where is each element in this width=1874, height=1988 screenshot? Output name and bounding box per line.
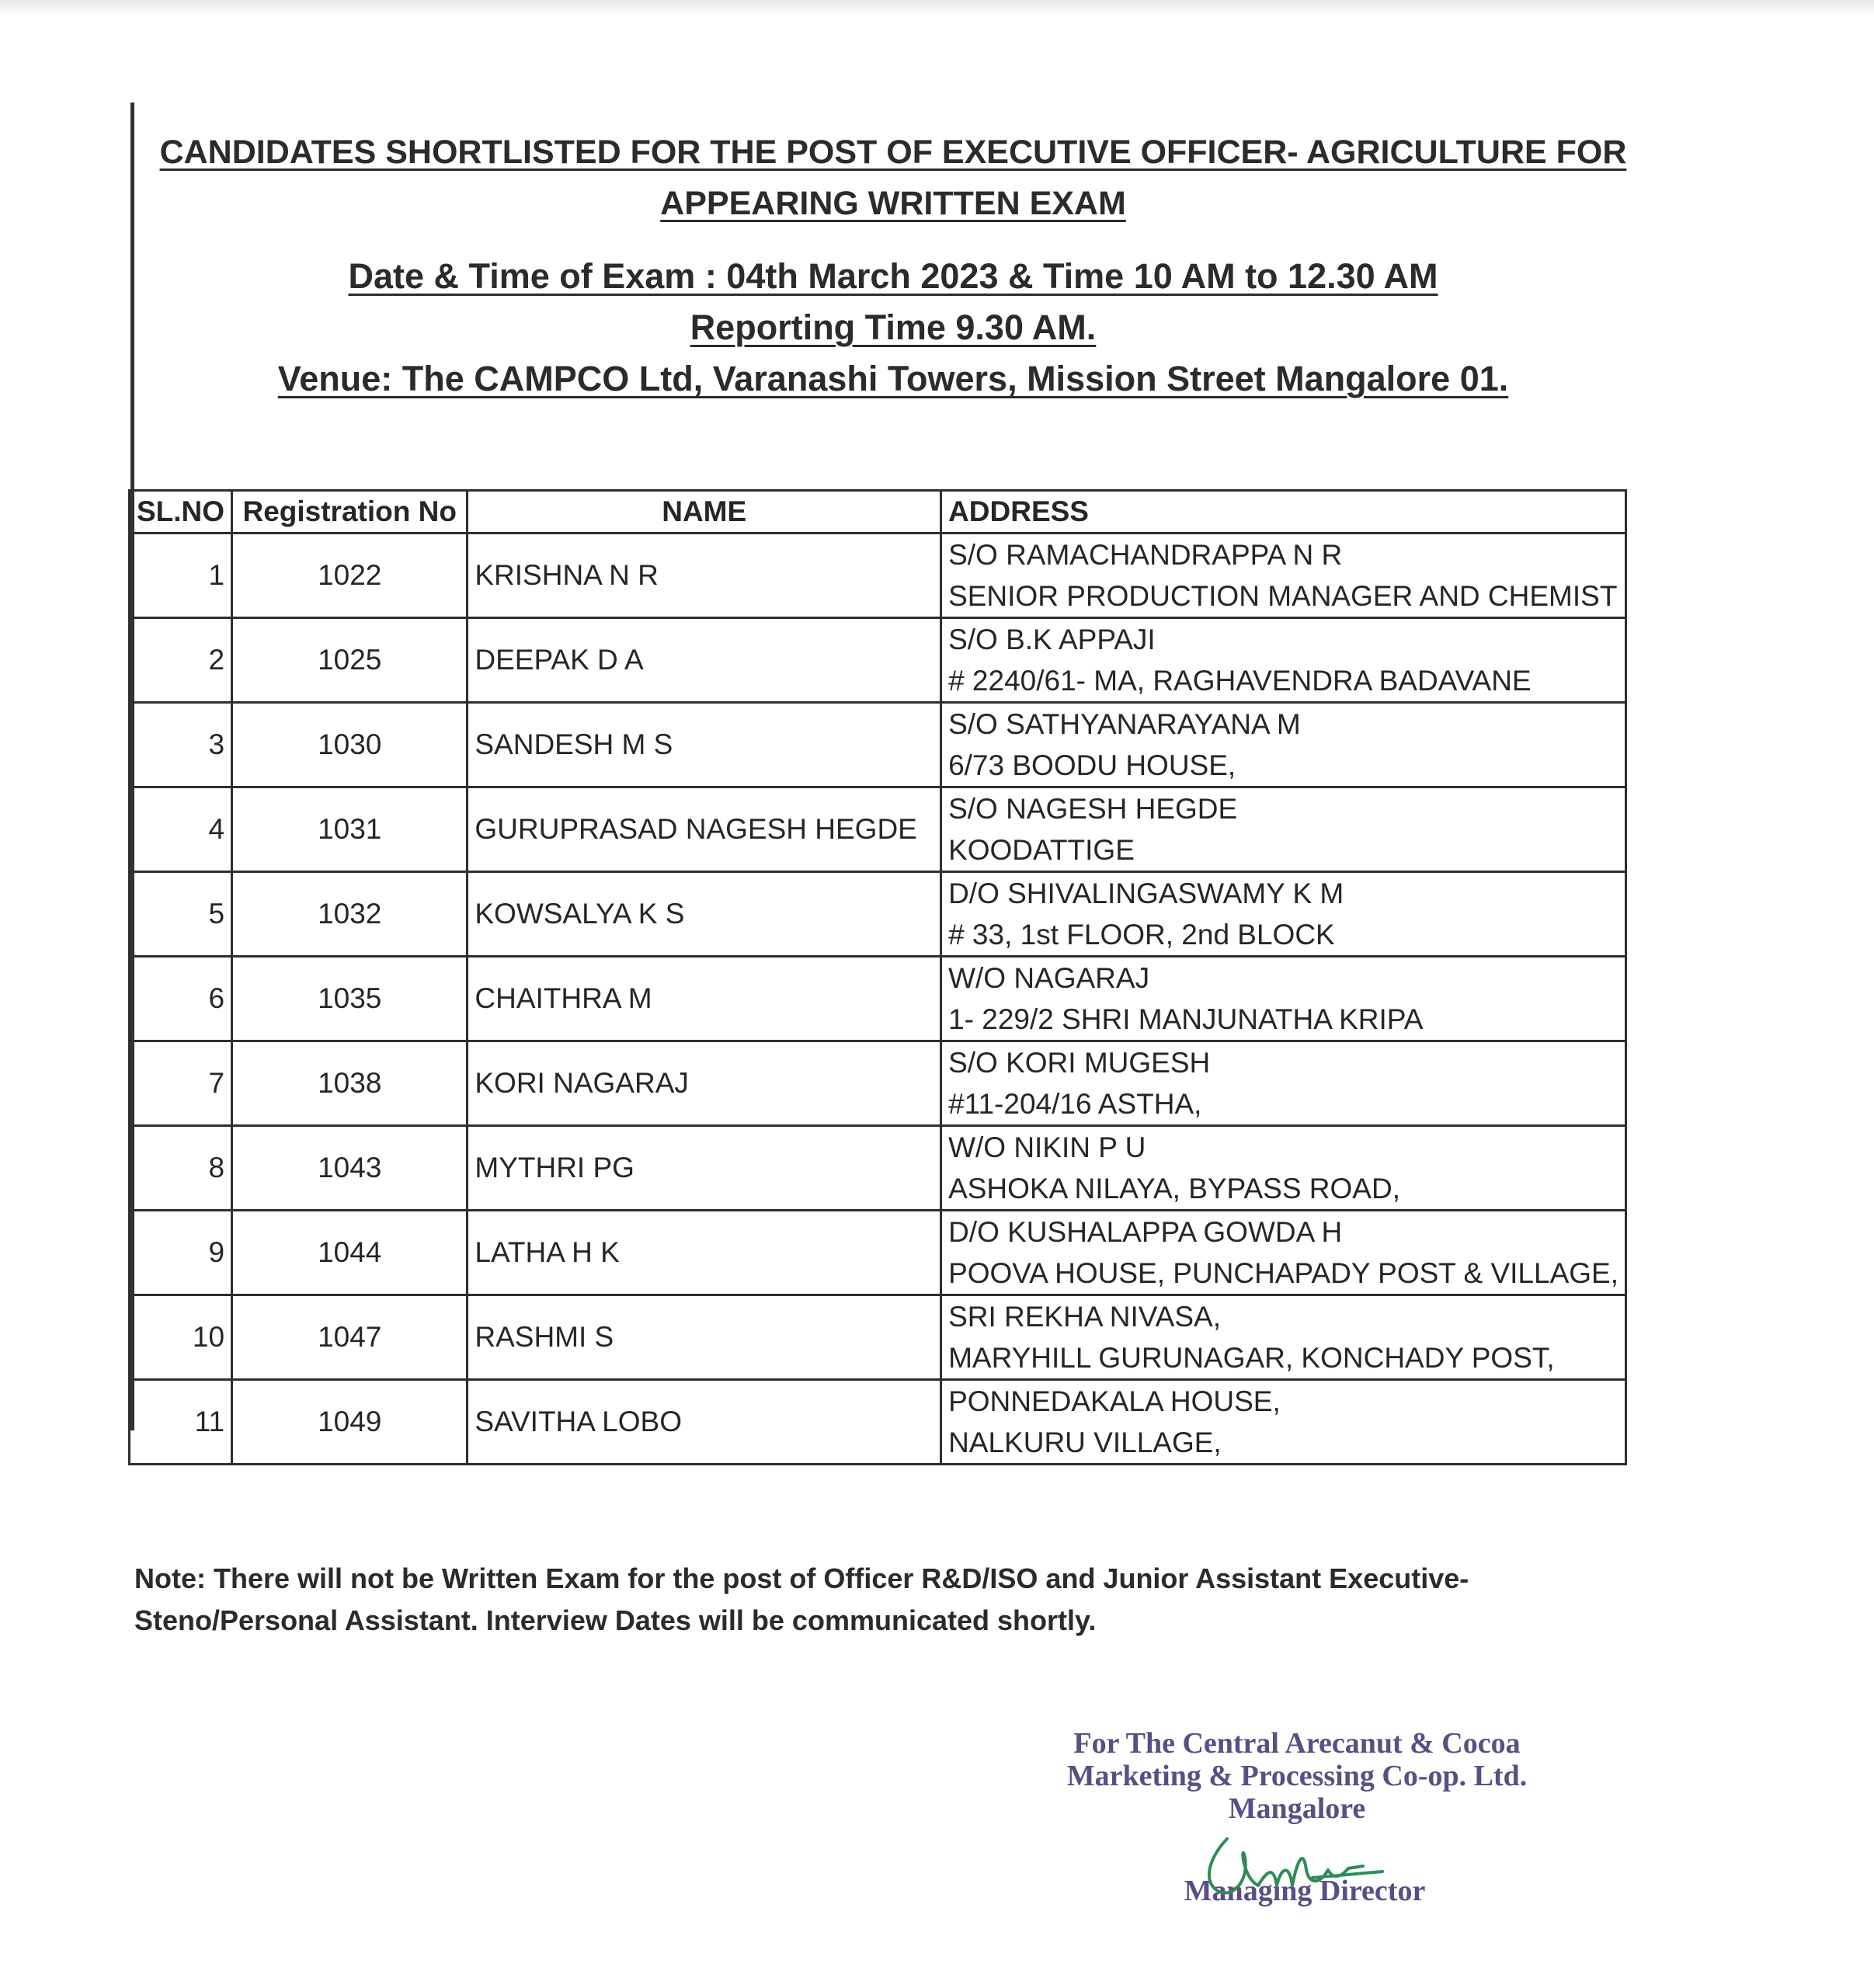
address-line-2: 1- 229/2 SHRI MANJUNATHA KRIPA (948, 1003, 1424, 1035)
cell-address (941, 533, 1626, 618)
seal-line-1: For The Central Arecanut & Cocoa (1073, 1727, 1521, 1760)
address-line-1: S/O NAGESH HEGDE (948, 793, 1238, 825)
seal-line-2: Marketing & Processing Co-op. Ltd. (1066, 1760, 1528, 1792)
cell-registration-no: 1047 (232, 1295, 468, 1380)
cell-registration-no: 1043 (232, 1126, 468, 1211)
cell-registration-no: 1035 (232, 957, 468, 1041)
cell-slno: 11 (130, 1380, 232, 1465)
address-line-1: S/O KORI MUGESH (948, 1047, 1211, 1079)
table-row (130, 703, 1626, 787)
cell-address (941, 1211, 1626, 1295)
cell-name: RASHMI S (468, 1295, 941, 1380)
cell-registration-no: 1044 (232, 1211, 468, 1295)
table-row (130, 1295, 1626, 1380)
col-header-registration: Registration No (232, 491, 468, 533)
cell-slno: 1 (130, 533, 232, 618)
cell-slno: 4 (130, 787, 232, 872)
cell-name: SAVITHA LOBO (468, 1380, 941, 1465)
cell-address (941, 787, 1626, 872)
table-row (130, 1211, 1626, 1295)
cell-name: LATHA H K (468, 1211, 941, 1295)
cell-name: SANDESH M S (468, 703, 941, 787)
address-line-1: S/O SATHYANARAYANA M (948, 708, 1301, 740)
note-line-1: Note: There will not be Written Exam for the post of Officer R&D/ISO and Junior Assistant Executive- (134, 1562, 1469, 1594)
table-header-row (130, 491, 1626, 533)
address-line-1: SRI REKHA NIVASA, (948, 1301, 1221, 1333)
table-row (130, 787, 1626, 872)
cell-registration-no: 1038 (232, 1041, 468, 1126)
address-line-1: W/O NIKIN P U (948, 1131, 1146, 1163)
cell-slno: 5 (130, 872, 232, 957)
address-line-2: ASHOKA NILAYA, BYPASS ROAD, (948, 1173, 1400, 1204)
cell-slno: 10 (130, 1295, 232, 1380)
table-row (130, 872, 1626, 957)
cell-address (941, 703, 1626, 787)
exam-details (140, 251, 1646, 405)
address-line-2: MARYHILL GURUNAGAR, KONCHADY POST, (948, 1342, 1555, 1374)
address-line-2: KOODATTIGE (948, 834, 1135, 866)
address-line-2: #11-204/16 ASTHA, (948, 1088, 1202, 1120)
cell-slno: 3 (130, 703, 232, 787)
document-title (140, 127, 1646, 229)
cell-address (941, 1380, 1626, 1465)
cell-slno: 2 (130, 618, 232, 703)
address-line-2: # 33, 1st FLOOR, 2nd BLOCK (948, 919, 1335, 951)
cell-name: KOWSALYA K S (468, 872, 941, 957)
cell-registration-no: 1022 (232, 533, 468, 618)
address-line-1: S/O RAMACHANDRAPPA N R (948, 539, 1343, 571)
cell-slno: 9 (130, 1211, 232, 1295)
table-row (130, 957, 1626, 1041)
cell-name: KORI NAGARAJ (468, 1041, 941, 1126)
address-line-1: S/O B.K APPAJI (948, 624, 1156, 655)
title-line-2: APPEARING WRITTEN EXAM (660, 185, 1126, 222)
cell-name: KRISHNA N R (468, 533, 941, 618)
cell-address (941, 957, 1626, 1041)
address-line-2: POOVA HOUSE, PUNCHAPADY POST & VILLAGE, (948, 1257, 1618, 1289)
cell-slno: 8 (130, 1126, 232, 1211)
table-row (130, 1380, 1626, 1465)
col-header-name: NAME (468, 491, 941, 533)
cell-name: CHAITHRA M (468, 957, 941, 1041)
cell-registration-no: 1030 (232, 703, 468, 787)
cell-name: MYTHRI PG (468, 1126, 941, 1211)
cell-name: GURUPRASAD NAGESH HEGDE (468, 787, 941, 872)
col-header-slno: SL.NO (130, 491, 232, 533)
exam-venue: Venue: The CAMPCO Ltd, Varanashi Towers, Mission Street Mangalore 01. (277, 359, 1509, 398)
reporting-time: Reporting Time 9.30 AM. (690, 308, 1097, 347)
address-line-2: NALKURU VILLAGE, (948, 1427, 1222, 1458)
cell-address (941, 872, 1626, 957)
cell-address (941, 1126, 1626, 1211)
cell-registration-no: 1032 (232, 872, 468, 957)
cell-address (941, 618, 1626, 703)
table-row (130, 1126, 1626, 1211)
seal-role: Managing Director (1184, 1875, 1426, 1907)
scan-top-shadow (0, 0, 1874, 17)
address-line-1: PONNEDAKALA HOUSE, (948, 1385, 1281, 1417)
handwritten-signature (1196, 1823, 1398, 1901)
seal-line-3: Mangalore (1228, 1792, 1366, 1825)
cell-registration-no: 1025 (232, 618, 468, 703)
address-line-1: W/O NAGARAJ (948, 962, 1150, 994)
table-row (130, 618, 1626, 703)
address-line-2: 6/73 BOODU HOUSE, (948, 749, 1236, 781)
note-line-2: Steno/Personal Assistant. Interview Dates will be communicated shortly. (134, 1604, 1097, 1636)
cell-slno: 6 (130, 957, 232, 1041)
col-header-address: ADDRESS (941, 491, 1626, 533)
cell-address (941, 1295, 1626, 1380)
cell-registration-no: 1031 (232, 787, 468, 872)
table-row (130, 1041, 1626, 1126)
exam-datetime: Date & Time of Exam : 04th March 2023 & Time 10 AM to 12.30 AM (348, 256, 1438, 296)
exam-note (134, 1558, 1548, 1642)
address-line-2: # 2240/61- MA, RAGHAVENDRA BADAVANE (948, 665, 1532, 697)
address-line-2: SENIOR PRODUCTION MANAGER AND CHEMIST (948, 580, 1618, 612)
title-line-1: CANDIDATES SHORTLISTED FOR THE POST OF EXECUTIVE OFFICER- AGRICULTURE FOR (159, 134, 1627, 171)
cell-registration-no: 1049 (232, 1380, 468, 1465)
cell-slno: 7 (130, 1041, 232, 1126)
address-line-1: D/O KUSHALAPPA GOWDA H (948, 1216, 1343, 1248)
cell-address (941, 1041, 1626, 1126)
table-row (130, 533, 1626, 618)
cell-name: DEEPAK D A (468, 618, 941, 703)
address-line-1: D/O SHIVALINGASWAMY K M (948, 878, 1344, 909)
candidates-table (128, 489, 1627, 1465)
